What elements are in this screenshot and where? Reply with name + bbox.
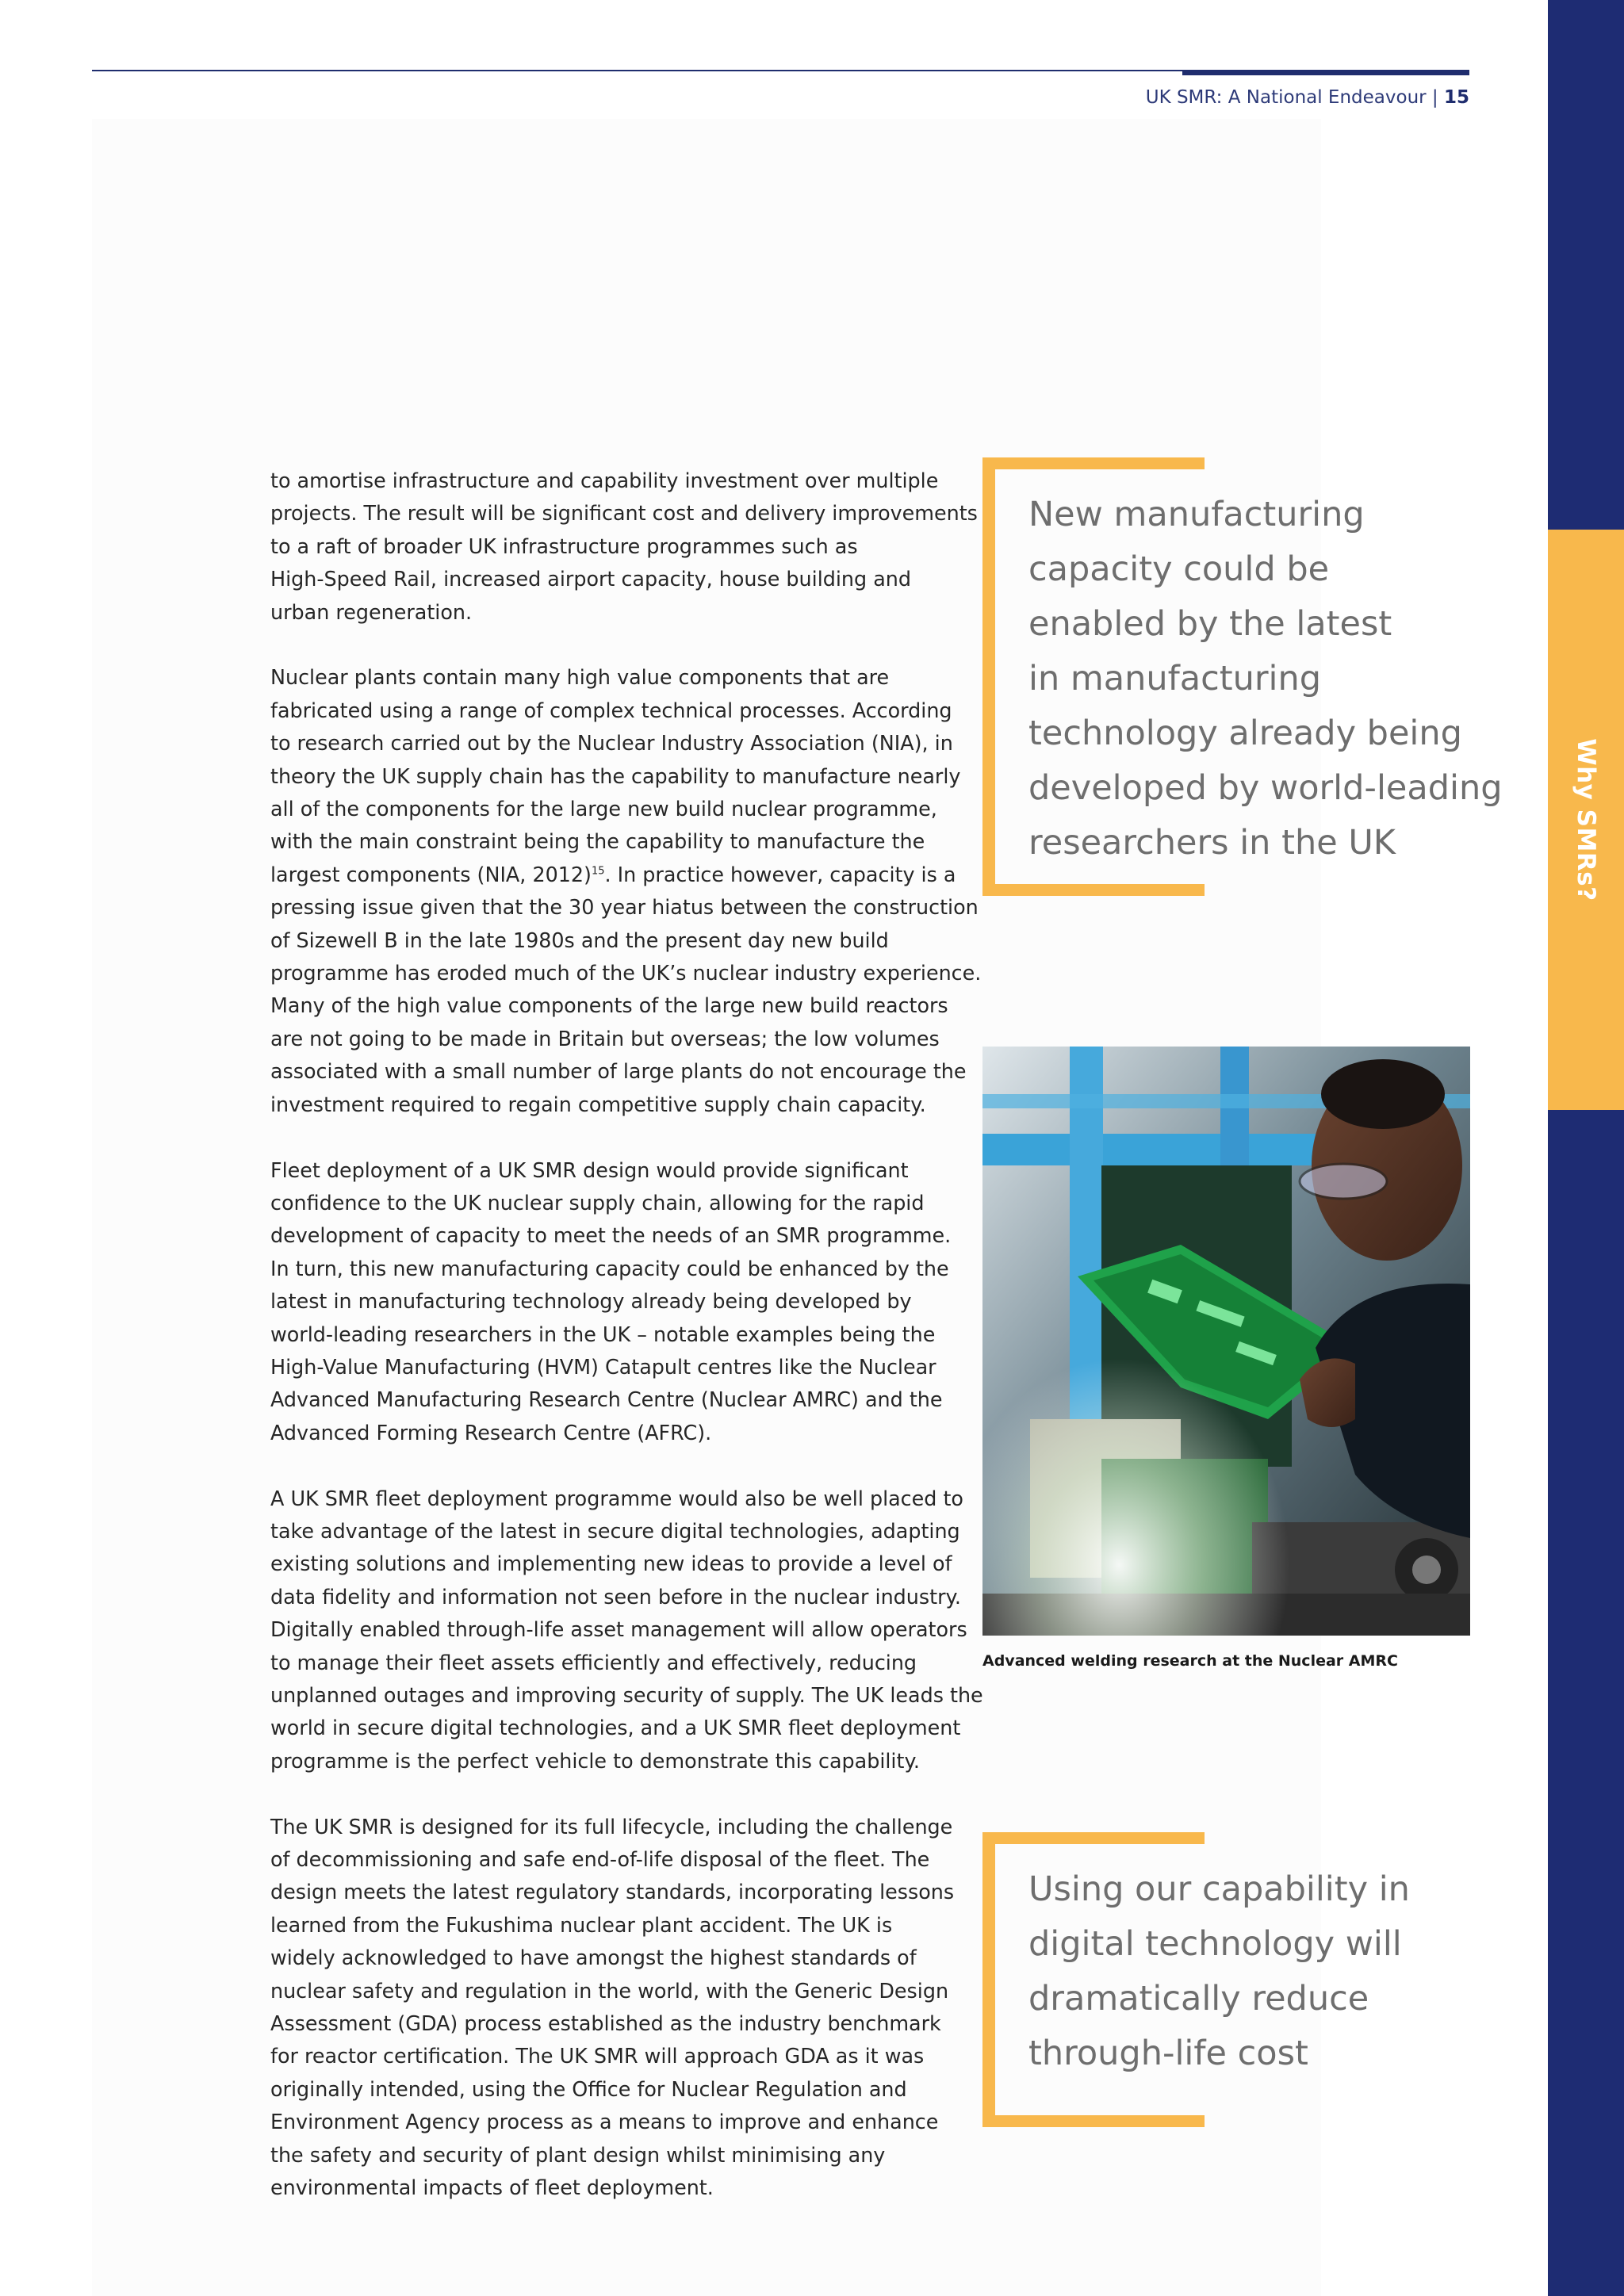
- text-line: the safety and security of plant design whilst minimising any: [270, 2142, 886, 2167]
- quote-line: digital technology will: [1028, 1924, 1402, 1964]
- text-line: originally intended, using the Office for Nuclear Regulation and: [270, 2076, 907, 2101]
- text-line: to a raft of broader UK infrastructure programmes such as: [270, 534, 858, 558]
- text-line: High-Speed Rail, increased airport capacity, house building and: [270, 567, 911, 591]
- text-line: confidence to the UK nuclear supply chain, allowing for the rapid: [270, 1190, 925, 1215]
- quote-bracket-bottom: [982, 884, 1205, 896]
- paragraph: [270, 1154, 968, 1450]
- text-line: Environment Agency process as a means to improve and enhance: [270, 2110, 939, 2134]
- text-line: development of capacity to meet the needs of an SMR programme.: [270, 1223, 952, 1248]
- text-line: are not going to be made in Britain but overseas; the low volumes: [270, 1026, 940, 1050]
- header-rule-accent: [1182, 70, 1469, 75]
- text-line: with the main constraint being the capability to manufacture the: [270, 829, 925, 854]
- quote-bracket-bar: [982, 457, 995, 896]
- text-line: widely acknowledged to have amongst the highest standards of: [270, 1946, 917, 1970]
- quote-bracket-top: [982, 1832, 1205, 1844]
- text-line: associated with a small number of large plants do not encourage the: [270, 1059, 967, 1084]
- text-line: In turn, this new manufacturing capacity could be enhanced by the: [270, 1256, 949, 1280]
- quote-line: capacity could be: [1028, 549, 1330, 589]
- paragraph: [270, 465, 978, 629]
- text-line: learned from the Fukushima nuclear plant accident. The UK is: [270, 1912, 893, 1937]
- text-line: latest in manufacturing technology already being developed by: [270, 1289, 912, 1314]
- quote-line: enabled by the latest: [1028, 604, 1392, 644]
- body-text: [270, 465, 983, 2237]
- text-line: unplanned outages and improving security of supply. The UK leads the: [270, 1682, 983, 1707]
- text-line: Fleet deployment of a UK SMR design would provide significant: [270, 1158, 909, 1182]
- text-line: Advanced Manufacturing Research Centre (Nuclear AMRC) and the: [270, 1387, 943, 1412]
- text-segment: . In practice however, capacity is a: [604, 862, 956, 886]
- quote-line: dramatically reduce: [1028, 1979, 1369, 2019]
- text-line: programme is the perfect vehicle to demonstrate this capability.: [270, 1748, 920, 1773]
- quote-line: in manufacturing: [1028, 659, 1322, 698]
- quote-line: New manufacturing: [1028, 495, 1365, 534]
- pull-quote: [982, 1832, 1585, 2127]
- text-line: to research carried out by the Nuclear Industry Association (NIA), in: [270, 731, 953, 756]
- quote-line: through-life cost: [1028, 2034, 1308, 2073]
- quote-line: researchers in the UK: [1028, 823, 1396, 863]
- text-line: theory the UK supply chain has the capability to manufacture nearly: [270, 763, 961, 788]
- text-line: of decommissioning and safe end-of-life disposal of the fleet. The: [270, 1847, 930, 1871]
- text-line: world in secure digital technologies, and a UK SMR fleet deployment: [270, 1716, 961, 1740]
- text-line: [270, 859, 968, 891]
- text-line: take advantage of the latest in secure digital technologies, adapting: [270, 1518, 960, 1543]
- quote-bracket-top: [982, 457, 1205, 469]
- text-line: of Sizewell B in the late 1980s and the present day new build: [270, 928, 889, 952]
- section-tab-label: Why SMRs?: [1572, 738, 1600, 901]
- text-line: Digitally enabled through-life asset management will allow operators: [270, 1617, 967, 1642]
- text-line: for reactor certification. The UK SMR will approach GDA as it was: [270, 2044, 925, 2068]
- footnote-ref[interactable]: 15: [591, 865, 605, 878]
- running-title: UK SMR: A National Endeavour |: [1145, 87, 1444, 108]
- text-line: nuclear safety and regulation in the world, with the Generic Design: [270, 1978, 949, 2003]
- page-number: 15: [1443, 87, 1469, 108]
- text-line: pressing issue given that the 30 year hiatus between the construction: [270, 895, 979, 920]
- text-line: all of the components for the large new build nuclear programme,: [270, 797, 937, 821]
- paragraph: [270, 661, 982, 1121]
- running-head: [1146, 87, 1469, 108]
- text-line: Nuclear plants contain many high value components that are: [270, 665, 890, 690]
- text-line: environmental impacts of fleet deployment.: [270, 2175, 714, 2200]
- paragraph: [270, 1811, 968, 2205]
- text-line: to manage their fleet assets efficiently and effectively, reducing: [270, 1650, 917, 1674]
- text-line: existing solutions and implementing new ideas to provide a level of: [270, 1552, 952, 1576]
- quote-bracket-bottom: [982, 2115, 1205, 2127]
- text-line: world-leading researchers in the UK – notable examples being the: [270, 1322, 936, 1346]
- text-segment: largest components (NIA, 2012): [270, 862, 592, 886]
- quote-bracket-bar: [982, 1832, 995, 2127]
- text-line: urban regeneration.: [270, 599, 473, 624]
- text-line: Advanced Forming Research Centre (AFRC).: [270, 1420, 712, 1445]
- paragraph: [270, 1483, 983, 1778]
- text-line: to amortise infrastructure and capability investment over multiple: [270, 469, 939, 492]
- quote-line: developed by world-leading: [1028, 768, 1503, 808]
- welding-research-photo: [982, 1047, 1470, 1636]
- text-line: High-Value Manufacturing (HVM) Catapult centres like the Nuclear: [270, 1354, 936, 1379]
- text-line: projects. The result will be significant cost and delivery improvements: [270, 501, 978, 526]
- text-line: Many of the high value components of the large new build reactors: [270, 993, 948, 1018]
- pull-quote-text: [1028, 1862, 1410, 2081]
- photo-caption: Advanced welding research at the Nuclear AMRC: [982, 1652, 1398, 1670]
- text-line: investment required to regain competitive supply chain capacity.: [270, 1092, 926, 1116]
- pull-quote-text: [1028, 488, 1503, 871]
- text-line: A UK SMR fleet deployment programme would also be well placed to: [270, 1486, 963, 1510]
- text-line: Assessment (GDA) process established as the industry benchmark: [270, 2011, 941, 2036]
- text-line: programme has eroded much of the UK’s nuclear industry experience.: [270, 961, 982, 985]
- text-line: data fidelity and information not seen before in the nuclear industry.: [270, 1584, 961, 1609]
- quote-line: technology already being: [1028, 714, 1462, 753]
- pull-quote: [982, 457, 1585, 896]
- text-line: The UK SMR is designed for its full lifecycle, including the challenge: [270, 1814, 953, 1839]
- text-line: design meets the latest regulatory standards, incorporating lessons: [270, 1880, 955, 1904]
- quote-line: Using our capability in: [1028, 1869, 1410, 1909]
- text-line: fabricated using a range of complex technical processes. According: [270, 698, 952, 722]
